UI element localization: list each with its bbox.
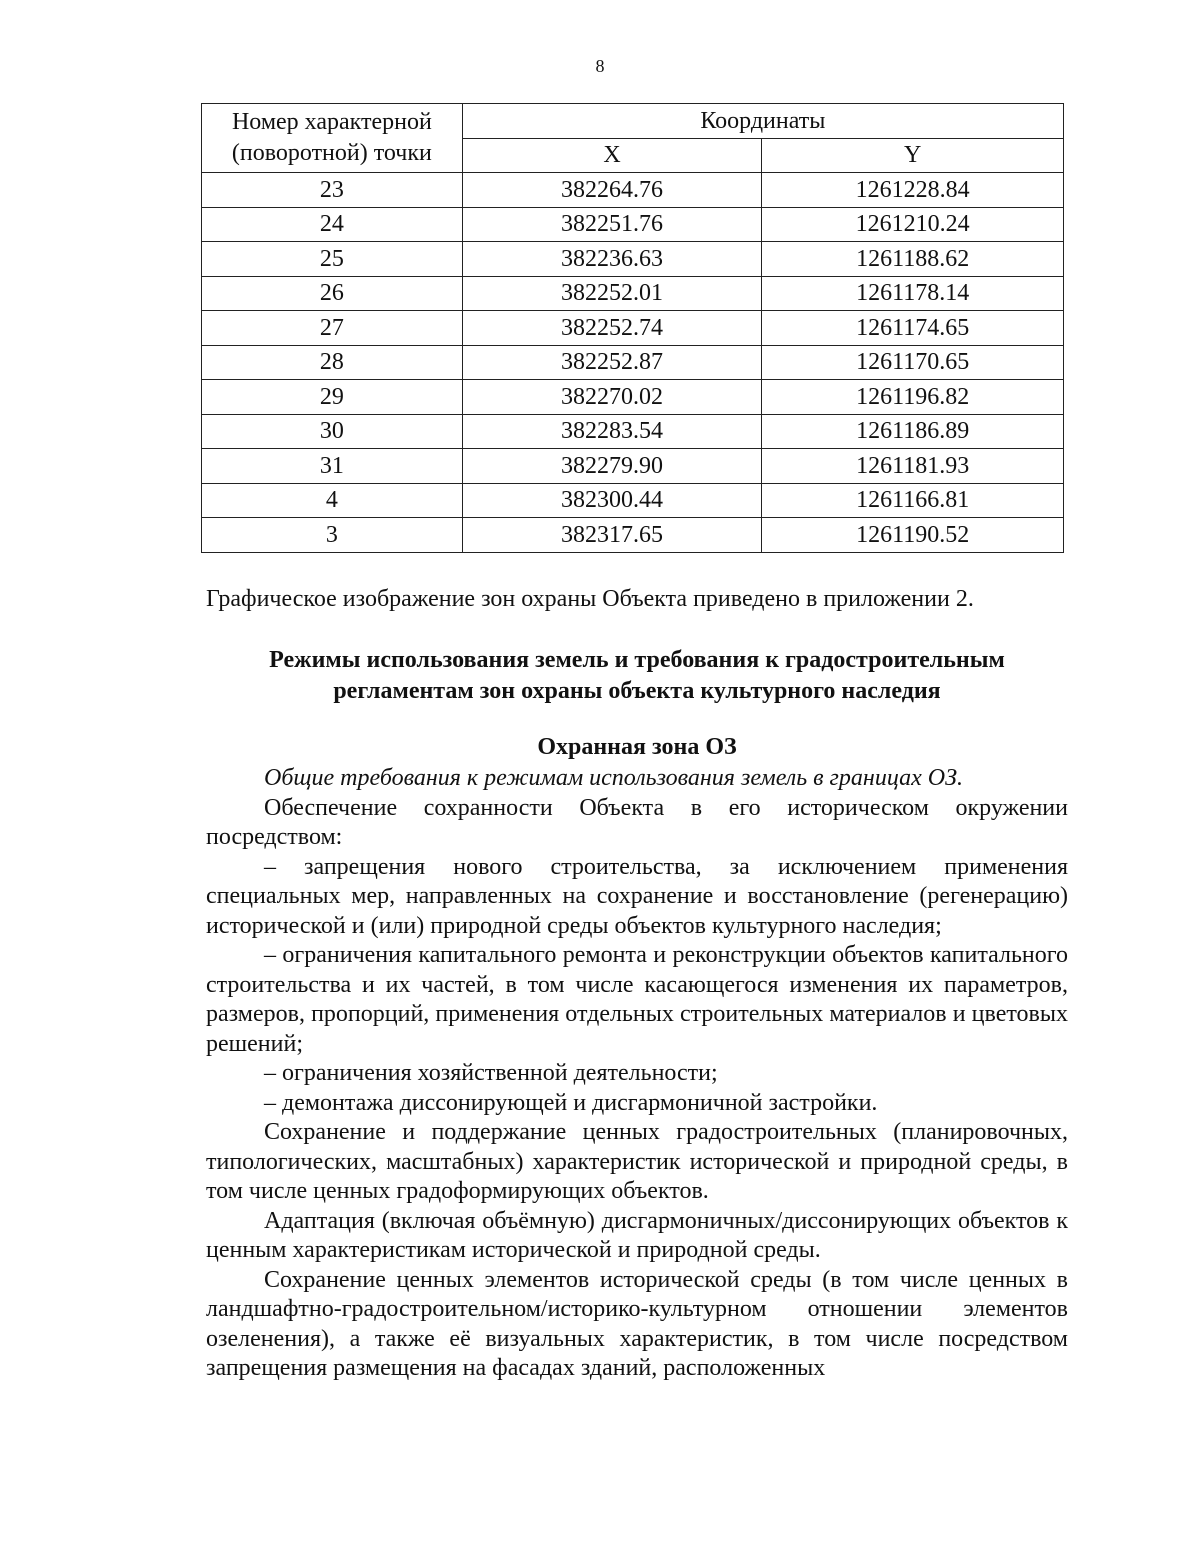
coordinates-header: Координаты — [462, 104, 1063, 139]
body-text — [206, 764, 1068, 1384]
y-coordinate-cell: 1261190.52 — [762, 518, 1064, 553]
table-row — [202, 483, 1064, 518]
point-number-cell: 25 — [202, 242, 463, 277]
point-number-cell: 31 — [202, 449, 463, 484]
section-title: Режимы использования земель и требования к градостроительным регламентам зон охраны объекта культурного наследия — [269, 647, 1005, 704]
zone-subtitle: Общие требования к режимам использования земель в границах ОЗ. — [264, 765, 963, 791]
x-coordinate-cell: 382236.63 — [462, 242, 762, 277]
y-coordinate-cell: 1261196.82 — [762, 380, 1064, 415]
point-number-cell: 29 — [202, 380, 463, 415]
table-row — [202, 207, 1064, 242]
point-number-cell: 30 — [202, 414, 463, 449]
y-coordinate-cell: 1261170.65 — [762, 345, 1064, 380]
point-number-cell: 24 — [202, 207, 463, 242]
paragraph: – запрещения нового строительства, за исключением применения специальных мер, направленных на сохранение и восстановление (регенерацию) исторической и (или) природной среды объектов культурного наследия; — [206, 853, 1068, 939]
table-row — [202, 518, 1064, 553]
y-coordinate-cell: 1261188.62 — [762, 242, 1064, 277]
x-coordinate-cell: 382283.54 — [462, 414, 762, 449]
y-coordinate-cell: 1261181.93 — [762, 449, 1064, 484]
point-number-cell: 27 — [202, 311, 463, 346]
paragraph: Сохранение ценных элементов исторической среды (в том числе ценных в ландшафтно-градостроительном/историко-культурном отношении элементов озеленения), а также её визуальных характеристик, в том числе посредством запрещения размещения на фасадах зданий, расположенных — [206, 1266, 1068, 1381]
table-row — [202, 311, 1064, 346]
x-coordinate-cell: 382279.90 — [462, 449, 762, 484]
x-coordinate-cell: 382252.87 — [462, 345, 762, 380]
paragraph: – демонтажа диссонирующей и дисгармоничной застройки. — [264, 1089, 878, 1116]
x-coordinate-cell: 382317.65 — [462, 518, 762, 553]
table-row — [202, 242, 1064, 277]
coordinates-table — [201, 103, 1064, 553]
paragraph: – ограничения капитального ремонта и реконструкции объектов капитального строительства и их частей, в том числе касающегося изменения их параметров, размеров, пропорций, применения отдельных строительных материалов и цветовых решений; — [206, 942, 1068, 1057]
y-coordinate-cell: 1261228.84 — [762, 173, 1064, 208]
y-coordinate-cell: 1261186.89 — [762, 414, 1064, 449]
y-coordinate-cell: 1261210.24 — [762, 207, 1064, 242]
table-row — [202, 345, 1064, 380]
paragraph: Адаптация (включая объёмную) дисгармоничных/диссонирующих объектов к ценным характеристикам исторической и природной среды. — [206, 1207, 1068, 1263]
paragraph: Обеспечение сохранности Объекта в его историческом окружении посредством: — [206, 794, 1068, 850]
x-coordinate-cell: 382251.76 — [462, 207, 762, 242]
point-number-cell: 28 — [202, 345, 463, 380]
x-coordinate-cell: 382300.44 — [462, 483, 762, 518]
point-number-header: Номер характерной (поворотной) точки — [202, 104, 463, 173]
x-coordinate-cell: 382252.01 — [462, 276, 762, 311]
y-header: Y — [762, 138, 1064, 173]
y-coordinate-cell: 1261174.65 — [762, 311, 1064, 346]
point-number-cell: 26 — [202, 276, 463, 311]
x-coordinate-cell: 382270.02 — [462, 380, 762, 415]
y-coordinate-cell: 1261178.14 — [762, 276, 1064, 311]
point-number-cell: 3 — [202, 518, 463, 553]
table-body — [202, 173, 1064, 553]
x-header: X — [462, 138, 762, 173]
table-row — [202, 449, 1064, 484]
page-number: 8 — [595, 56, 605, 76]
point-number-cell: 23 — [202, 173, 463, 208]
table-row — [202, 276, 1064, 311]
zone-title: Охранная зона ОЗ — [537, 734, 737, 760]
x-coordinate-cell: 382252.74 — [462, 311, 762, 346]
appendix-note: Графическое изображение зон охраны Объекта приведено в приложении 2. — [206, 586, 974, 612]
point-number-cell: 4 — [202, 483, 463, 518]
y-coordinate-cell: 1261166.81 — [762, 483, 1064, 518]
table-row — [202, 380, 1064, 415]
table-row — [202, 173, 1064, 208]
x-coordinate-cell: 382264.76 — [462, 173, 762, 208]
table-row — [202, 414, 1064, 449]
paragraph: Сохранение и поддержание ценных градостроительных (планировочных, типологических, масштабных) характеристик исторической и природной среды, в том числе ценных градоформирующих объектов. — [206, 1119, 1068, 1204]
paragraph: – ограничения хозяйственной деятельности; — [264, 1060, 718, 1086]
